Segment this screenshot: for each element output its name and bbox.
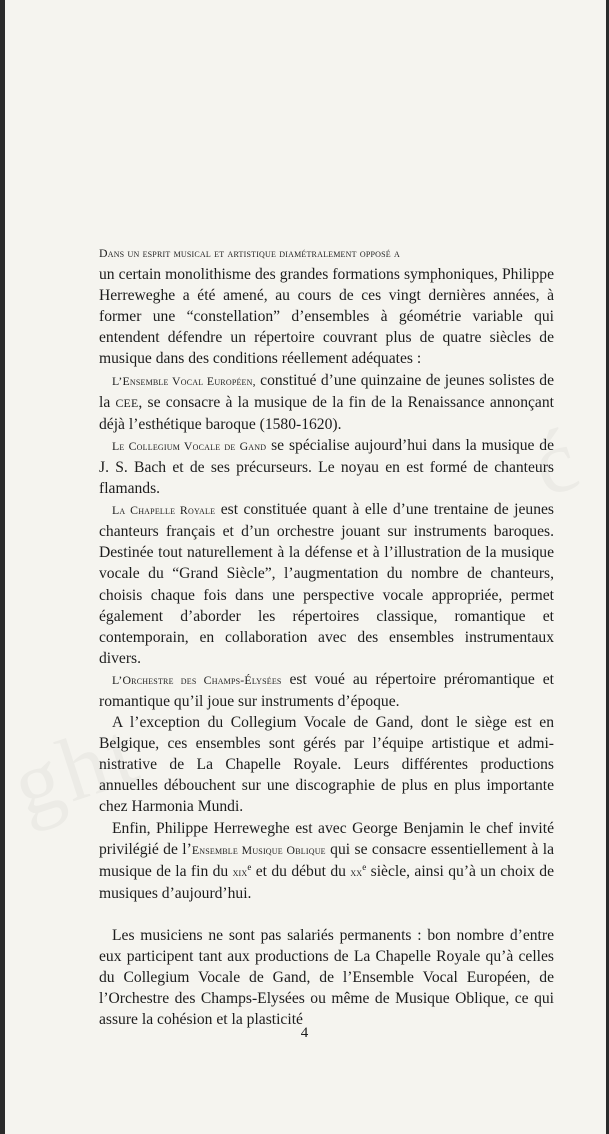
body-text (99, 242, 554, 1030)
paragraph-text: Enfin, Philippe Herreweghe est avec George Benjamin le chef invité privilégié de l’ (99, 819, 554, 858)
paragraph-chapelle-royale (99, 499, 554, 669)
superscript: e (247, 861, 252, 872)
paragraph-orchestre-champs-elysees (99, 669, 554, 712)
paragraph-musique-oblique (99, 818, 554, 904)
paragraph-ensemble-vocal-europeen (99, 370, 554, 435)
ensemble-name: La Chapelle Royale (112, 503, 216, 518)
paragraph-text: constitué d’une quinzaine de jeunes solistes de la (99, 371, 555, 411)
ensemble-name: L’Ensemble Vocal Européen, (112, 373, 256, 388)
paragraph-text: , se consacre à la musique de la fin de la Renaissance annonçant déjà l’esthétique baroque (1580-1620). (99, 393, 554, 433)
paragraph-text: et du début du (251, 862, 351, 880)
paragraph-collegium-vocale (99, 435, 554, 499)
ensemble-name: L’Orchestre des Champs-Élysées (112, 672, 282, 687)
abbreviation: CEE (115, 395, 139, 410)
intro-smallcaps-lead: Dans un esprit musical et artistique diamétralement opposé a (99, 246, 400, 260)
superscript: e (362, 861, 367, 872)
ensemble-name: Ensemble Musique Oblique (191, 842, 326, 857)
paragraph-text: qui se consacre essentiellement à la musique de la fin du (99, 840, 554, 880)
paragraph-intro (99, 242, 554, 370)
paragraph-text: se spécialise aujourd’hui dans la musique de J. S. Bach et de ses précurseurs. Le noyau en est formé de chanteurs flamands. (99, 436, 554, 498)
century-numeral: xx (350, 864, 363, 879)
paragraph-musicians: Les musiciens ne sont pas salariés permanents : bon nombre d’entre eux participent tant aux productions de La Chapelle Royale qu’à celles du Collegium Vocale de Gand, de l’Ensemble Vocal Européen, de l’Orchestre des Champs-Elysées ou même de Musique Oblique, ce qui assure la cohésion et la plasticité (99, 926, 554, 1029)
century-numeral: xix (232, 864, 248, 879)
paragraph-text: siècle, ainsi qu’à un choix de musiques d’aujourd’hui. (99, 862, 554, 902)
paragraph-text: est voué au répertoire préromantique et romantique qu’il joue sur instruments d’époque. (99, 670, 554, 710)
ensemble-name: Le Collegium Vocale de Gand (112, 438, 267, 453)
paragraph-management: A l’exception du Collegium Vocale de Gand, dont le siège est en Belgique, ces ensembles sont gérés par l’équipe artistique et administrative de La Chapelle Royale. Leurs différentes productions annuelles débouchent sur une discographie de plus en plus importante chez Harmonia Mundi. (99, 714, 554, 816)
intro-text: un certain monolithisme des grandes formations symphoniques, Philippe Herreweghe a été amené, au cours de ces vingt dernières années, à former une “constellation” d’ensembles à géométrie variable qui entendent défendre un répertoire couvrant plus de quatre siècles de musique dans des conditions réellement adéquates : (99, 266, 554, 368)
paragraph-text: est constituée quant à elle d’une trentaine de jeunes chanteurs français et d’un orchestre jouant sur instruments baroques. Destinée tout naturellement à la défense et à l’illustration de la musique vocale du “Grand Siècle”, l’augmentation du nombre de chanteurs, choisis chaque fois dans une perspective vocale appropriée, permet également d’aborder les répertoires classique, romantique et contemporain, en collaboration avec des ensembles instrumentaux divers. (99, 501, 554, 667)
page-number: 4 (300, 1025, 309, 1041)
page-scan-edge-left (0, 0, 5, 1134)
